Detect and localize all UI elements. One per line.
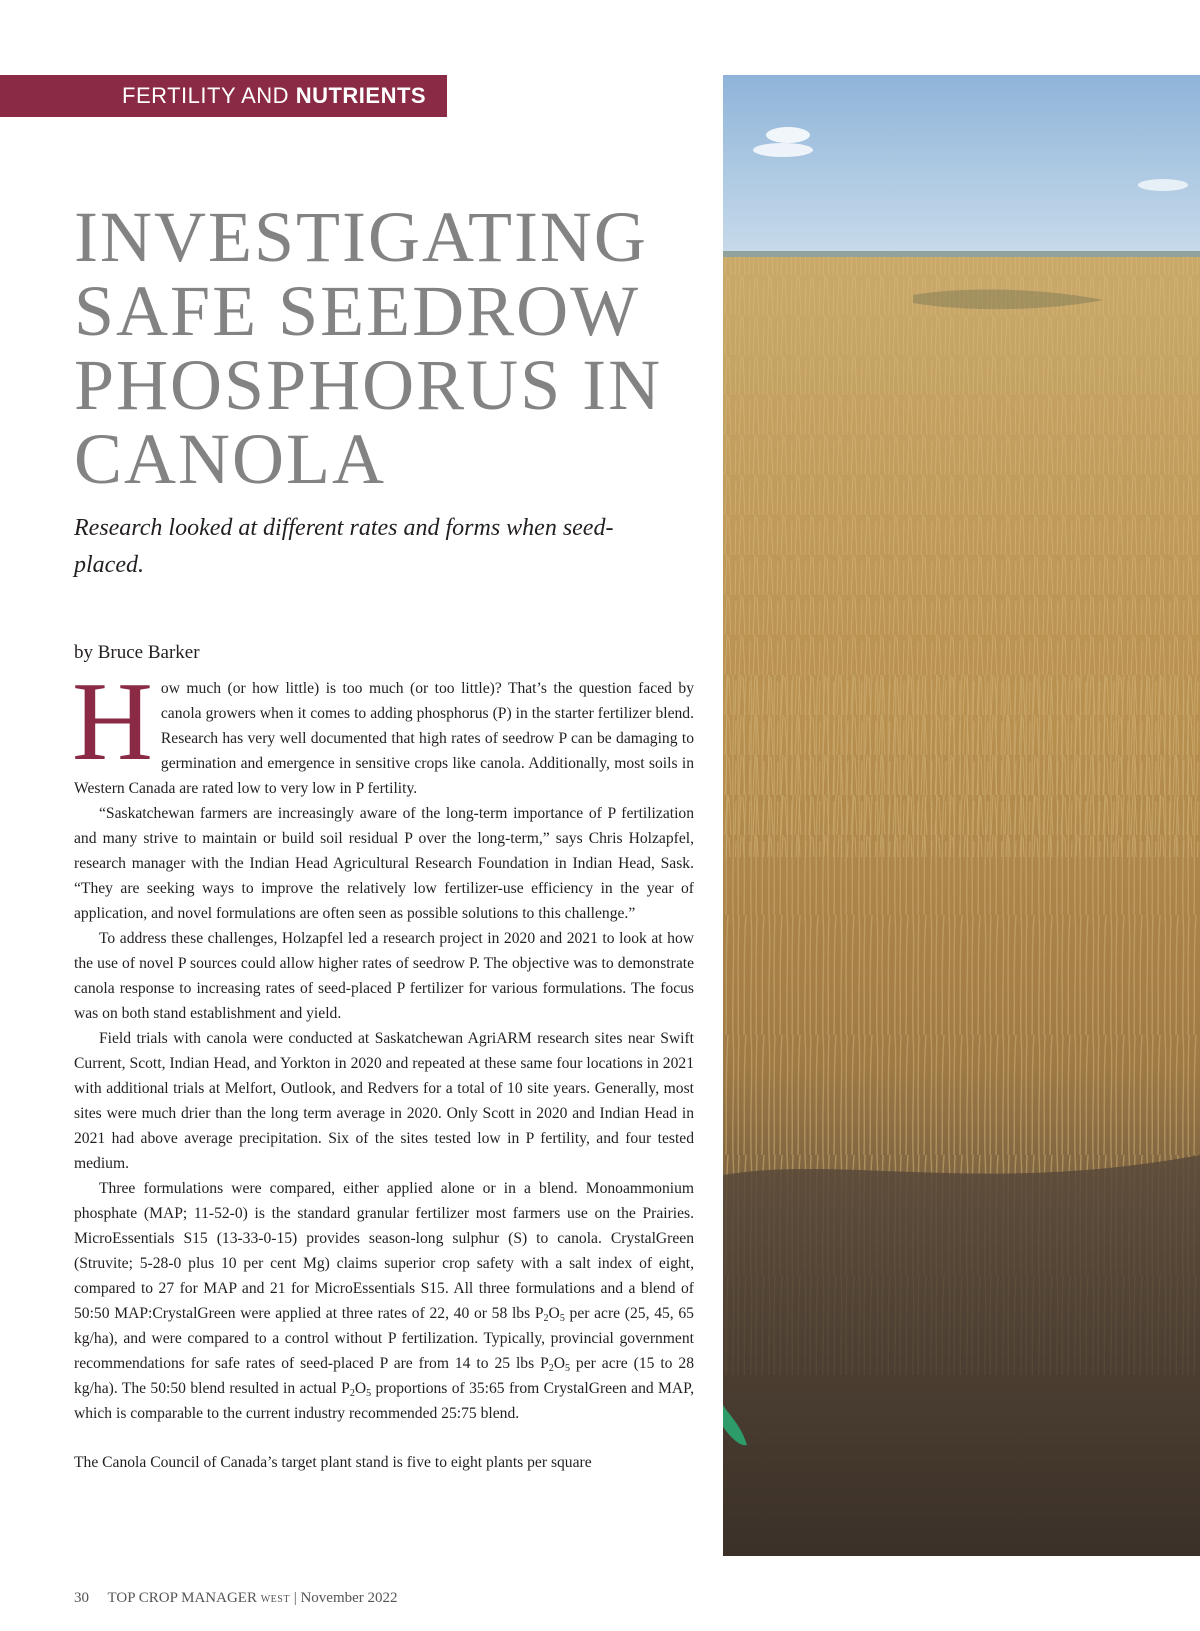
magazine-name: TOP CROP MANAGER [107,1590,257,1606]
paragraph-5-part-d: proportions of 35:65 from CrystalGreen and MAP, which is comparable to the current industry recommended 25:75 blend. [74,1380,695,1422]
section-tab [0,75,447,117]
article-body [72,660,695,1541]
headline-line-1: INVESTIGATING [74,197,648,277]
paragraph-3: To address these challenges, Holzapfel led a research project in 2020 and 2021 to look at how the use of novel P sources could allow higher rates of seedrow P. The objective was to demonstrate canola response to increasing rates of seed-placed P fertilizer for various formulations. The focus was on both stand establishment and yield. [74,930,694,1022]
headline-line-4: CANOLA [74,419,386,499]
paragraph-6: The Canola Council of Canada’s target plant stand is five to eight plants per square [74,1454,592,1471]
canola-field-illustration [723,75,1200,1556]
headline [74,197,694,499]
formula-sub: 2 [548,1363,554,1374]
deck: Research looked at different rates and forms when seed-placed. [74,515,614,578]
headline-line-3: PHOSPHORUS IN [74,345,663,425]
formula-o: O [553,1355,566,1372]
issue-date: November 2022 [300,1590,398,1606]
paragraph-5 [74,1176,694,1426]
formula-sub: 5 [565,1363,571,1374]
formula-sub: 2 [349,1388,355,1399]
byline: by Bruce Barker [74,642,200,663]
paragraph-5-part-c: per acre (15 to 28 kg/ha). The 50:50 blend resulted in actual P [74,1355,694,1397]
formula-o: O [354,1380,367,1397]
headline-line-2: SAFE SEEDROW [74,271,641,351]
page-number: 30 [74,1590,89,1606]
page-footer [74,1590,398,1607]
canola-field-photo [723,75,1200,1556]
paragraph-5-part-a: Three formulations were compared, either applied alone or in a blend. Monoammonium phosphate (MAP; 11-52-0) is the standard granular fertilizer most farmers use on the Prairies. MicroEssentials S15 (13-33-0-15) provides season-long sulphur (S) to canola. CrystalGreen (Struvite; 5-28-0 plus 10 per cent Mg) claims superior crop safety with a salt index of eight, compared to 27 for MAP and 21 for MicroEssentials S15. All three formulations and a blend of 50:50 MAP:CrystalGreen were applied at three rates of 22, 40 or 58 lbs P [74,1180,694,1322]
formula-sub: 2 [543,1313,549,1324]
formula-sub: 5 [366,1388,372,1399]
paragraph-1 [72,660,694,801]
drop-cap: H [72,660,153,784]
paragraph-2: “Saskatchewan farmers are increasingly aware of the long-term importance of P fertilization and many strive to maintain or build soil residual P over the long-term,” says Chris Holzapfel, research manager with the Indian Head Agricultural Research Foundation in Indian Head, Sask. “They are seeking ways to improve the relatively low fertilizer-use efficiency in the year of application, and novel formulations are often seen as possible solutions to this challenge.” [74,805,694,922]
section-tab-bold: NUTRIENTS [295,83,427,108]
formula-sub: 5 [559,1313,565,1324]
paragraph-4: Field trials with canola were conducted at Saskatchewan AgriARM research sites near Swift Current, Scott, Indian Head, and Yorkton in 2020 and repeated at these same four locations in 2021 with additional trials at Melfort, Outlook, and Redvers for a total of 10 site years. Generally, most sites were much drier than the long term average in 2020. Only Scott in 2020 and Indian Head in 2021 had above average precipitation. Six of the sites tested low in P fertility, and four tested medium. [74,1030,694,1172]
footer-separator: | [293,1590,297,1606]
formula-o: O [548,1305,560,1322]
magazine-edition: WEST [260,1594,290,1605]
paragraph-5-part-b: per acre (25, 45, 65 kg/ha), and were compared to a control without P fertilization. Typically, provincial government recommendations for safe rates of seed-placed P are from 14 to 25 lbs P [74,1305,694,1372]
section-tab-light: FERTILITY AND [122,83,290,108]
paragraph-1-text: ow much (or how little) is too much (or too little)? That’s the question faced by canola growers when it comes to adding phosphorus (P) in the starter fertilizer blend. Research has very well documented that high rates of seedrow P can be damaging to germination and emergence in sensitive crops like canola. Additionally, most soils in Western Canada are rated low to very low in P fertility. [74,680,694,797]
